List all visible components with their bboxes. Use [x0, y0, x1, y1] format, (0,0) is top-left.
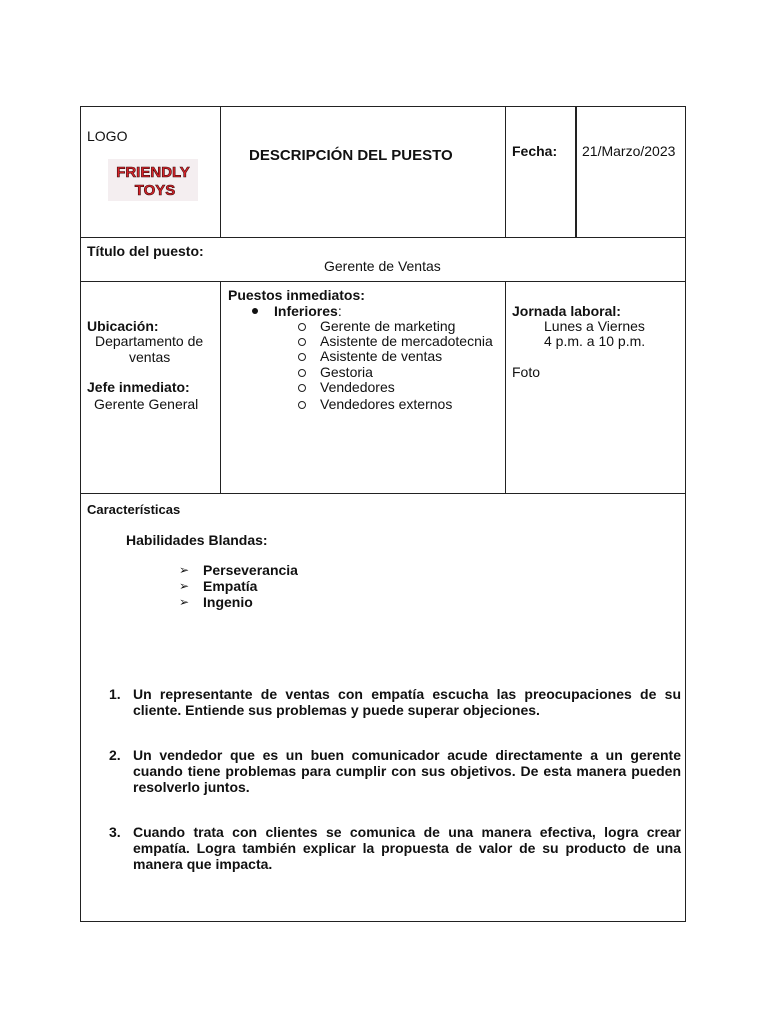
col-divider-logo — [220, 107, 221, 237]
ubicacion-line-2: ventas — [129, 349, 171, 365]
logo-image — [108, 159, 198, 201]
list-item: Asistente de mercadotecnia — [320, 333, 493, 349]
logo-text-1: FRIENDLY — [116, 164, 190, 181]
row-divider-title — [81, 281, 685, 282]
circle-bullet-icon — [298, 353, 306, 361]
jefe-value: Gerente General — [94, 396, 199, 412]
jornada-hours: 4 p.m. a 10 p.m. — [544, 333, 646, 349]
numbered-paragraph: Cuando trata con clientes se comunica de una manera efectiva, logra crear empatía. Logra también explicar la propuesta de valor de su producto de una manera que impacta. — [133, 824, 681, 872]
fecha-label: Fecha: — [512, 143, 558, 159]
company-logo — [108, 159, 198, 201]
circle-bullet-icon — [298, 401, 306, 409]
logo-label: LOGO — [87, 128, 128, 144]
circle-bullet-icon — [298, 369, 306, 377]
foto-label: Foto — [512, 364, 541, 380]
puestos-label: Puestos inmediatos: — [228, 287, 365, 303]
logo-text-2: TOYS — [134, 182, 176, 199]
circle-bullet-icon — [298, 323, 306, 331]
ubicacion-label: Ubicación: — [87, 318, 159, 334]
soft-skill-item: Ingenio — [203, 594, 253, 610]
row-divider-header — [81, 237, 685, 238]
arrow-bullet-icon: ➢ — [179, 579, 190, 593]
list-number: 2. — [109, 747, 121, 763]
jornada-label: Jornada laboral: — [512, 303, 621, 319]
soft-skills-label: Habilidades Blandas: — [126, 532, 268, 548]
col-divider-fecha — [575, 107, 577, 237]
numbered-paragraph: Un vendedor que es un buen comunicador acude directamente a un gerente cuando tiene problemas para cumplir con sus objetivos. De esta manera pueden resolverlo juntos. — [133, 747, 681, 795]
arrow-bullet-icon: ➢ — [179, 595, 190, 609]
col-divider-title — [505, 107, 506, 237]
circle-bullet-icon — [298, 338, 306, 346]
row-divider-details — [81, 493, 685, 494]
page-title: DESCRIPCIÓN DEL PUESTO — [249, 147, 453, 164]
inferiores-heading — [274, 303, 342, 319]
job-title-value: Gerente de Ventas — [324, 258, 441, 274]
numbered-paragraph: Un representante de ventas con empatía escucha las preocupaciones de su cliente. Entiende sus problemas y puede superar objeciones. — [133, 686, 681, 718]
inferiores-label: Inferiores — [274, 303, 338, 319]
circle-bullet-icon — [298, 384, 306, 392]
ubicacion-line-1: Departamento de — [95, 333, 204, 349]
soft-skill-item: Empatía — [203, 578, 258, 594]
list-item: Gerente de marketing — [320, 318, 456, 334]
jornada-days: Lunes a Viernes — [544, 318, 645, 334]
list-item: Asistente de ventas — [320, 348, 443, 364]
list-item: Vendedores externos — [320, 396, 453, 412]
list-number: 3. — [109, 824, 121, 840]
job-description-form — [80, 106, 686, 922]
col-divider-left — [220, 281, 221, 493]
arrow-bullet-icon: ➢ — [179, 563, 190, 577]
jefe-label: Jefe inmediato: — [87, 379, 190, 395]
list-item: Gestoria — [320, 364, 373, 380]
col-divider-right — [505, 281, 506, 493]
job-title-label: Título del puesto: — [87, 243, 204, 259]
inferiores-colon: : — [337, 303, 342, 319]
soft-skill-item: Perseverancia — [203, 562, 298, 578]
characteristics-heading: Características — [87, 502, 181, 517]
list-item: Vendedores — [320, 379, 395, 395]
fecha-value: 21/Marzo/2023 — [582, 143, 676, 159]
bullet-icon — [252, 308, 258, 314]
list-number: 1. — [109, 686, 121, 702]
